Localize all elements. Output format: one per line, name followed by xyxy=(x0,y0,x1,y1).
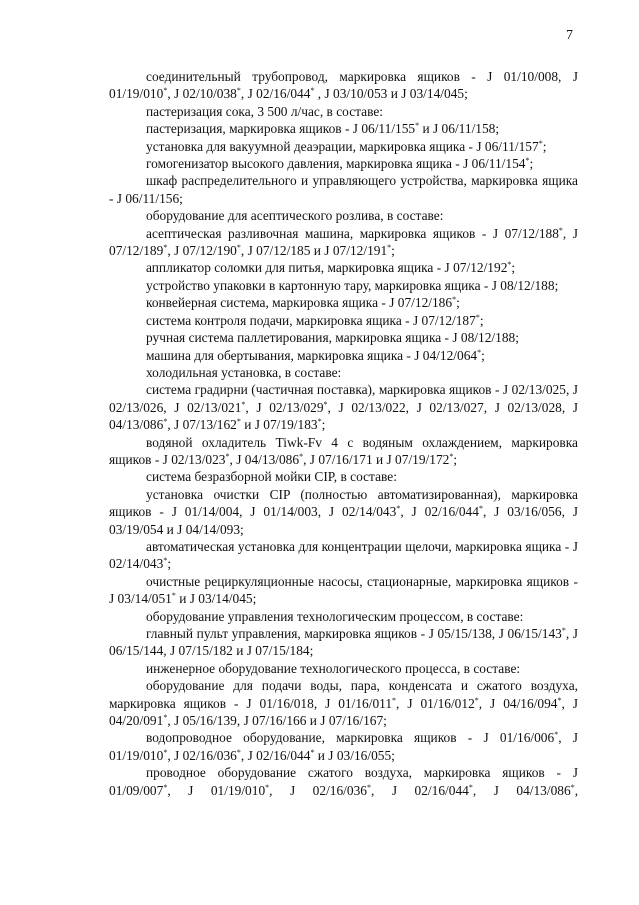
paragraph: соединительный трубопровод, маркировка ящиков - J 01/10/008, J 01/19/010*, J 02/10/038*, J 02/16/044* , J 03/10/053 и J 03/14/045; xyxy=(109,69,578,102)
paragraph: водопроводное оборудование, маркировка ящиков - J 01/16/006*, J 01/19/010*, J 02/16/036*, J 02/16/044* и J 03/16/055; xyxy=(109,730,578,763)
page-number: 7 xyxy=(566,28,573,43)
paragraph: оборудование управления технологическим процессом, в составе: xyxy=(146,608,524,624)
paragraph: оборудование для подачи воды, пара, конденсата и сжатого воздуха, маркировка ящиков - J 01/16/018, J 01/16/011*, J 01/16/012*, J 04/16/094*, J 04/20/091*, J 05/16/139, J 07/16/166 и J 07/16/167; xyxy=(109,678,579,729)
document-body xyxy=(109,68,578,799)
paragraph: очистные рециркуляционные насосы, стационарные, маркировка ящиков - J 03/14/051* и J 03/14/045; xyxy=(109,573,578,607)
paragraph: шкаф распределительного и управляющего устройства, маркировка ящика - J 06/11/156; xyxy=(109,173,578,206)
paragraph: пастеризация, маркировка ящиков - J 06/11/155* и J 06/11/158; xyxy=(146,121,500,137)
paragraph: система безразборной мойки CIP, в составе: xyxy=(146,469,397,485)
paragraph: гомогенизатор высокого давления, маркировка ящика - J 06/11/154*; xyxy=(146,156,534,172)
paragraph: оборудование для асептического розлива, в составе: xyxy=(146,208,444,224)
paragraph: аппликатор соломки для питья, маркировка ящика - J 07/12/192*; xyxy=(146,260,516,276)
paragraph: пастеризация сока, 3 500 л/час, в составе: xyxy=(146,103,384,119)
paragraph: ручная система паллетирования, маркировка ящика - J 08/12/188; xyxy=(146,330,519,346)
paragraph: установка для вакуумной деаэрации, маркировка ящика - J 06/11/157*; xyxy=(146,138,547,154)
paragraph: система градирни (частичная поставка), маркировка ящиков - J 02/13/025, J 02/13/026, J 02/13/021*, J 02/13/029*, J 02/13/022, J 02/13/027, J 02/13/028, J 04/13/086*, J 07/13/162* и J 07/19/183*; xyxy=(109,382,579,433)
paragraph: водяной охладитель Tiwk-Fv 4 с водяным охлаждением, маркировка ящиков - J 02/13/023*, J 04/13/086*, J 07/16/171 и J 07/19/172*; xyxy=(109,434,578,467)
paragraph: машина для обертывания, маркировка ящика - J 04/12/064*; xyxy=(146,347,485,363)
paragraph: конвейерная система, маркировка ящика - J 07/12/186*; xyxy=(146,295,460,311)
paragraph: устройство упаковки в картонную тару, маркировка ящика - J 08/12/188; xyxy=(146,277,559,293)
paragraph: система контроля подачи, маркировка ящика - J 07/12/187*; xyxy=(146,312,484,328)
paragraph: автоматическая установка для концентрации щелочи, маркировка ящика - J 02/14/043*; xyxy=(109,538,578,572)
paragraph: асептическая разливочная машина, маркировка ящиков - J 07/12/188*, J 07/12/189*, J 07/12/190*, J 07/12/185 и J 07/12/191*; xyxy=(109,225,578,259)
paragraph: проводное оборудование сжатого воздуха, маркировка ящиков - J 01/09/007*, J 01/19/010*, J 02/16/036*, J 02/16/044*, J 04/13/086*, xyxy=(109,765,579,798)
paragraph: установка очистки CIP (полностью автоматизированная), маркировка ящиков - J 01/14/004, J 01/14/003, J 02/14/043*, J 02/16/044*, J 03/16/056, J 03/19/054 и J 04/14/093; xyxy=(109,486,579,537)
paragraph: главный пульт управления, маркировка ящиков - J 05/15/138, J 06/15/143*, J 06/15/144, J 07/15/182 и J 07/15/184; xyxy=(109,626,578,659)
paragraph: инженерное оборудование технологического процесса, в составе: xyxy=(146,660,521,676)
paragraph: холодильная установка, в составе: xyxy=(146,364,342,380)
